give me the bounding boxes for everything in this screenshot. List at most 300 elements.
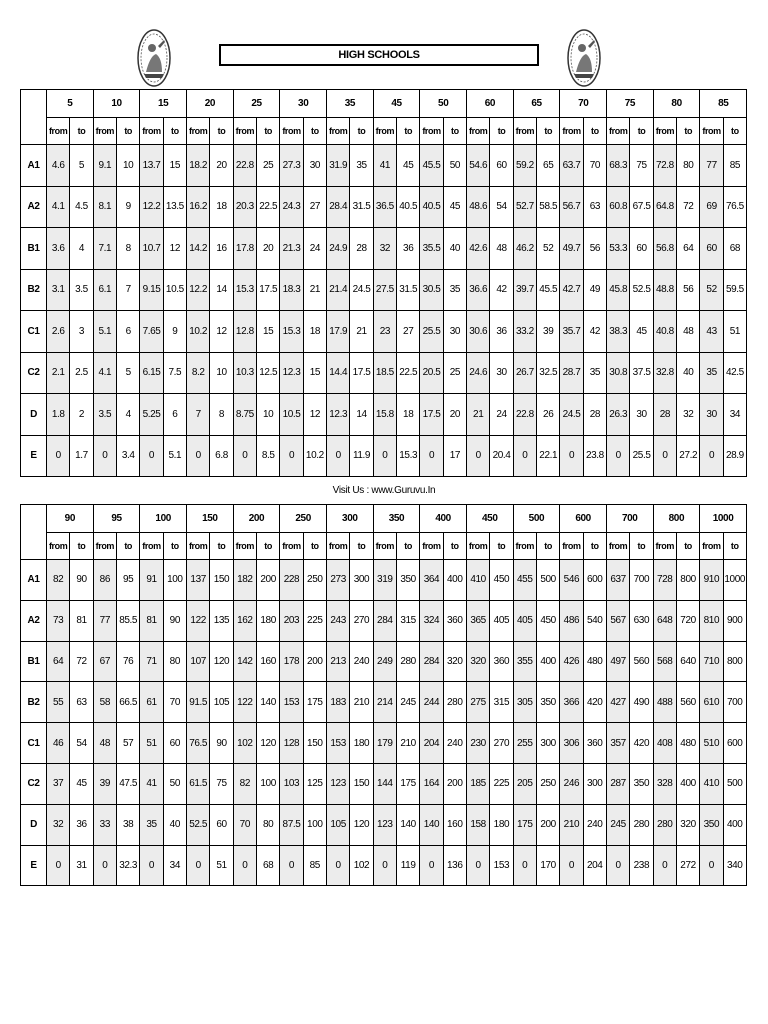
from-value-cell: 366 [560, 682, 583, 723]
from-value-cell: 162 [233, 600, 256, 641]
from-value-cell: 41 [373, 145, 396, 187]
max-marks-header: 400 [420, 505, 467, 533]
to-value-cell: 225 [490, 763, 513, 804]
to-value-cell: 31.5 [350, 186, 373, 228]
from-value-cell: 280 [653, 804, 676, 845]
from-value-cell: 284 [420, 641, 443, 682]
from-value-cell: 350 [700, 804, 723, 845]
to-value-cell: 80 [256, 804, 279, 845]
to-value-cell: 54 [70, 723, 93, 764]
table-row [21, 641, 747, 682]
from-value-cell: 21.4 [327, 269, 350, 311]
from-value-cell: 26.7 [513, 352, 536, 394]
from-value-cell: 0 [140, 845, 163, 886]
from-value-cell: 14.4 [327, 352, 350, 394]
max-marks-header: 70 [560, 90, 607, 118]
to-value-cell: 140 [396, 804, 419, 845]
grade-label: C2 [21, 763, 47, 804]
grade-label: C1 [21, 723, 47, 764]
from-value-cell: 64.8 [653, 186, 676, 228]
to-value-cell: 350 [536, 682, 559, 723]
from-value-cell: 0 [47, 845, 70, 886]
from-value-cell: 0 [93, 435, 116, 477]
from-value-cell: 73 [47, 600, 70, 641]
to-value-cell: 500 [723, 763, 746, 804]
to-value-cell: 85 [303, 845, 326, 886]
to-value-cell: 45 [630, 311, 653, 353]
from-value-cell: 17.5 [420, 394, 443, 436]
to-value-cell: 52.5 [630, 269, 653, 311]
from-value-cell: 10.2 [187, 311, 210, 353]
to-value-cell: 21 [350, 311, 373, 353]
max-marks-header: 150 [187, 505, 234, 533]
to-value-cell: 17.5 [350, 352, 373, 394]
table-row [21, 145, 747, 187]
from-value-cell: 81 [140, 600, 163, 641]
from-value-cell: 10.7 [140, 228, 163, 270]
table-row [21, 394, 747, 436]
from-value-cell: 175 [513, 804, 536, 845]
to-value-cell: 47.5 [117, 763, 140, 804]
to-value-cell: 40 [163, 804, 186, 845]
to-label: to [256, 533, 279, 560]
grade-label: E [21, 435, 47, 477]
to-label: to [537, 118, 560, 145]
from-value-cell: 71 [140, 641, 163, 682]
to-value-cell: 210 [350, 682, 373, 723]
from-label: from [327, 118, 350, 145]
to-value-cell: 4 [70, 228, 93, 270]
to-value-cell: 400 [676, 763, 699, 804]
from-value-cell: 20.5 [420, 352, 443, 394]
table-row [21, 269, 747, 311]
from-value-cell: 24.5 [560, 394, 583, 436]
from-value-cell: 284 [373, 600, 396, 641]
to-value-cell: 80 [677, 145, 700, 187]
to-value-cell: 60 [163, 723, 186, 764]
from-value-cell: 12.2 [140, 186, 163, 228]
to-value-cell: 280 [630, 804, 653, 845]
max-marks-header: 45 [373, 90, 420, 118]
from-label: from [653, 118, 676, 145]
max-marks-header: 350 [373, 505, 420, 533]
from-label: from [420, 118, 443, 145]
from-value-cell: 64 [47, 641, 70, 682]
to-value-cell: 90 [210, 723, 233, 764]
grade-label: B1 [21, 641, 47, 682]
from-value-cell: 35 [140, 804, 163, 845]
max-marks-header: 1000 [700, 505, 747, 533]
to-value-cell: 540 [583, 600, 606, 641]
table-row [21, 723, 747, 764]
from-value-cell: 48 [93, 723, 116, 764]
to-label: to [163, 118, 186, 145]
from-value-cell: 12.8 [233, 311, 256, 353]
to-value-cell: 59.5 [723, 269, 746, 311]
from-value-cell: 0 [700, 435, 723, 477]
from-value-cell: 210 [560, 804, 583, 845]
from-value-cell: 568 [653, 641, 676, 682]
from-value-cell: 7 [187, 394, 210, 436]
to-label: to [163, 533, 186, 560]
to-value-cell: 630 [630, 600, 653, 641]
from-value-cell: 357 [606, 723, 629, 764]
to-value-cell: 250 [303, 560, 326, 601]
to-label: to [490, 118, 513, 145]
max-marks-header: 800 [653, 505, 700, 533]
from-value-cell: 70 [233, 804, 256, 845]
from-value-cell: 0 [140, 435, 163, 477]
table-row [21, 560, 747, 601]
to-label: to [583, 118, 606, 145]
from-value-cell: 306 [560, 723, 583, 764]
from-value-cell: 0 [606, 845, 629, 886]
from-value-cell: 37 [47, 763, 70, 804]
to-value-cell: 20 [210, 145, 233, 187]
from-value-cell: 1.8 [47, 394, 70, 436]
corner-cell [21, 90, 47, 145]
to-value-cell: 175 [396, 763, 419, 804]
to-value-cell: 56 [677, 269, 700, 311]
from-value-cell: 56.7 [560, 186, 583, 228]
from-value-cell: 28.7 [560, 352, 583, 394]
to-value-cell: 12 [303, 394, 326, 436]
to-value-cell: 76 [117, 641, 140, 682]
from-label: from [326, 533, 349, 560]
to-label: to [536, 533, 559, 560]
to-value-cell: 14 [350, 394, 373, 436]
from-value-cell: 137 [187, 560, 210, 601]
from-value-cell: 33 [93, 804, 116, 845]
to-value-cell: 60 [490, 145, 513, 187]
to-value-cell: 9 [117, 186, 140, 228]
from-value-cell: 365 [466, 600, 489, 641]
to-value-cell: 54 [490, 186, 513, 228]
from-value-cell: 0 [560, 435, 583, 477]
to-value-cell: 36 [397, 228, 420, 270]
from-value-cell: 14.2 [187, 228, 210, 270]
max-marks-header: 95 [93, 505, 140, 533]
from-value-cell: 36.5 [373, 186, 396, 228]
from-label: from [373, 118, 396, 145]
from-value-cell: 9.1 [93, 145, 116, 187]
from-value-cell: 61 [140, 682, 163, 723]
to-value-cell: 34 [723, 394, 746, 436]
from-value-cell: 0 [560, 845, 583, 886]
to-value-cell: 600 [583, 560, 606, 601]
to-label: to [70, 118, 93, 145]
to-value-cell: 400 [443, 560, 466, 601]
grade-label: D [21, 394, 47, 436]
to-label: to [677, 118, 700, 145]
from-value-cell: 0 [326, 845, 349, 886]
to-value-cell: 350 [630, 763, 653, 804]
from-value-cell: 0 [47, 435, 70, 477]
max-marks-header: 700 [606, 505, 653, 533]
from-value-cell: 203 [280, 600, 303, 641]
from-value-cell: 30 [700, 394, 723, 436]
from-value-cell: 142 [233, 641, 256, 682]
to-value-cell: 10 [210, 352, 233, 394]
to-value-cell: 200 [443, 763, 466, 804]
to-value-cell: 37.5 [630, 352, 653, 394]
grade-label: B1 [21, 228, 47, 270]
to-value-cell: 56 [583, 228, 606, 270]
max-marks-header: 300 [326, 505, 373, 533]
grade-label: A1 [21, 560, 47, 601]
to-value-cell: 28.9 [723, 435, 746, 477]
to-value-cell: 30 [630, 394, 653, 436]
from-value-cell: 158 [466, 804, 489, 845]
to-label: to [443, 118, 466, 145]
to-label: to [303, 533, 326, 560]
to-value-cell: 52 [537, 228, 560, 270]
from-value-cell: 20.3 [233, 186, 256, 228]
to-value-cell: 36 [490, 311, 513, 353]
to-value-cell: 500 [536, 560, 559, 601]
to-value-cell: 14 [210, 269, 233, 311]
from-value-cell: 328 [653, 763, 676, 804]
from-value-cell: 0 [466, 845, 489, 886]
from-value-cell: 82 [233, 763, 256, 804]
from-value-cell: 0 [233, 435, 256, 477]
from-value-cell: 15.3 [280, 311, 303, 353]
from-value-cell: 546 [560, 560, 583, 601]
from-value-cell: 7.65 [140, 311, 163, 353]
to-value-cell: 5 [70, 145, 93, 187]
from-value-cell: 140 [420, 804, 443, 845]
from-value-cell: 49.7 [560, 228, 583, 270]
from-value-cell: 55 [47, 682, 70, 723]
to-value-cell: 67.5 [630, 186, 653, 228]
to-value-cell: 50 [163, 763, 186, 804]
to-value-cell: 23.8 [583, 435, 606, 477]
from-value-cell: 497 [606, 641, 629, 682]
from-value-cell: 42.6 [467, 228, 490, 270]
from-value-cell: 77 [700, 145, 723, 187]
from-value-cell: 0 [233, 845, 256, 886]
to-value-cell: 7.5 [163, 352, 186, 394]
to-value-cell: 560 [676, 682, 699, 723]
from-label: from [467, 118, 490, 145]
visit-text: Visit Us : www.Guruvu.In [332, 485, 436, 496]
to-value-cell: 120 [210, 641, 233, 682]
to-value-cell: 63 [70, 682, 93, 723]
table-row [21, 228, 747, 270]
from-value-cell: 0 [93, 845, 116, 886]
to-value-cell: 70 [583, 145, 606, 187]
max-marks-header: 85 [700, 90, 747, 118]
max-marks-header: 30 [280, 90, 327, 118]
from-value-cell: 183 [326, 682, 349, 723]
from-value-cell: 69 [700, 186, 723, 228]
to-value-cell: 480 [583, 641, 606, 682]
to-label: to [723, 118, 746, 145]
from-value-cell: 68.3 [607, 145, 630, 187]
to-value-cell: 400 [536, 641, 559, 682]
from-value-cell: 0 [467, 435, 490, 477]
to-value-cell: 45.5 [537, 269, 560, 311]
from-value-cell: 486 [560, 600, 583, 641]
to-value-cell: 76.5 [723, 186, 746, 228]
from-value-cell: 24.3 [280, 186, 303, 228]
from-value-cell: 105 [326, 804, 349, 845]
to-value-cell: 42 [583, 311, 606, 353]
to-label: to [490, 533, 513, 560]
from-value-cell: 410 [466, 560, 489, 601]
max-marks-header: 60 [467, 90, 514, 118]
to-value-cell: 3 [70, 311, 93, 353]
from-value-cell: 36.6 [467, 269, 490, 311]
to-value-cell: 28 [350, 228, 373, 270]
to-value-cell: 140 [256, 682, 279, 723]
from-value-cell: 60.8 [607, 186, 630, 228]
to-value-cell: 15 [303, 352, 326, 394]
to-value-cell: 204 [583, 845, 606, 886]
to-value-cell: 10.2 [303, 435, 326, 477]
from-value-cell: 22.8 [233, 145, 256, 187]
from-label: from [700, 533, 723, 560]
max-marks-header: 25 [233, 90, 280, 118]
to-value-cell: 45 [397, 145, 420, 187]
to-value-cell: 28 [583, 394, 606, 436]
from-value-cell: 214 [373, 682, 396, 723]
to-value-cell: 450 [536, 600, 559, 641]
from-value-cell: 2.6 [47, 311, 70, 353]
to-value-cell: 135 [210, 600, 233, 641]
from-value-cell: 0 [373, 845, 396, 886]
grade-label: B2 [21, 269, 47, 311]
to-value-cell: 35 [443, 269, 466, 311]
from-value-cell: 33.2 [513, 311, 536, 353]
grade-label: A2 [21, 600, 47, 641]
from-to-header-row [21, 533, 747, 560]
from-value-cell: 4.1 [47, 186, 70, 228]
from-value-cell: 455 [513, 560, 536, 601]
from-value-cell: 123 [373, 804, 396, 845]
from-value-cell: 107 [187, 641, 210, 682]
to-value-cell: 8 [210, 394, 233, 436]
from-label: from [280, 118, 303, 145]
to-value-cell: 30 [443, 311, 466, 353]
from-value-cell: 32 [373, 228, 396, 270]
to-value-cell: 250 [536, 763, 559, 804]
from-value-cell: 0 [420, 435, 443, 477]
from-value-cell: 48.6 [467, 186, 490, 228]
from-value-cell: 52 [700, 269, 723, 311]
to-value-cell: 119 [396, 845, 419, 886]
from-value-cell: 123 [326, 763, 349, 804]
to-value-cell: 49 [583, 269, 606, 311]
from-value-cell: 51 [140, 723, 163, 764]
to-value-cell: 6 [117, 311, 140, 353]
to-value-cell: 300 [350, 560, 373, 601]
to-value-cell: 34 [163, 845, 186, 886]
from-value-cell: 0 [327, 435, 350, 477]
to-value-cell: 240 [350, 641, 373, 682]
to-value-cell: 120 [350, 804, 373, 845]
from-value-cell: 228 [280, 560, 303, 601]
from-value-cell: 355 [513, 641, 536, 682]
to-value-cell: 150 [303, 723, 326, 764]
from-value-cell: 76.5 [187, 723, 210, 764]
from-value-cell: 39 [93, 763, 116, 804]
to-value-cell: 300 [536, 723, 559, 764]
to-value-cell: 720 [676, 600, 699, 641]
to-value-cell: 75 [210, 763, 233, 804]
max-marks-header: 500 [513, 505, 560, 533]
max-marks-header: 10 [93, 90, 140, 118]
to-value-cell: 40.5 [397, 186, 420, 228]
table-row [21, 352, 747, 394]
from-value-cell: 27.5 [373, 269, 396, 311]
from-label: from [513, 533, 536, 560]
table-row [21, 311, 747, 353]
to-value-cell: 400 [723, 804, 746, 845]
to-value-cell: 180 [490, 804, 513, 845]
to-value-cell: 35 [583, 352, 606, 394]
to-value-cell: 20 [257, 228, 280, 270]
to-value-cell: 38 [117, 804, 140, 845]
from-value-cell: 17.8 [233, 228, 256, 270]
grade-label: B2 [21, 682, 47, 723]
from-value-cell: 24.9 [327, 228, 350, 270]
to-value-cell: 180 [256, 600, 279, 641]
to-value-cell: 8.5 [257, 435, 280, 477]
to-value-cell: 800 [676, 560, 699, 601]
to-label: to [350, 533, 373, 560]
from-value-cell: 364 [420, 560, 443, 601]
to-value-cell: 700 [630, 560, 653, 601]
from-value-cell: 46 [47, 723, 70, 764]
from-value-cell: 0 [187, 435, 210, 477]
from-value-cell: 26.3 [607, 394, 630, 436]
from-value-cell: 0 [607, 435, 630, 477]
from-value-cell: 45.5 [420, 145, 443, 187]
max-marks-header: 5 [47, 90, 94, 118]
from-value-cell: 0 [280, 845, 303, 886]
from-value-cell: 18.3 [280, 269, 303, 311]
to-value-cell: 20.4 [490, 435, 513, 477]
from-value-cell: 8.75 [233, 394, 256, 436]
to-value-cell: 15 [163, 145, 186, 187]
to-label: to [117, 118, 140, 145]
to-value-cell: 65 [537, 145, 560, 187]
to-value-cell: 100 [303, 804, 326, 845]
from-value-cell: 30.6 [467, 311, 490, 353]
from-value-cell: 45.8 [607, 269, 630, 311]
to-value-cell: 350 [396, 560, 419, 601]
to-value-cell: 72 [70, 641, 93, 682]
from-label: from [140, 533, 163, 560]
from-label: from [700, 118, 723, 145]
from-label: from [140, 118, 163, 145]
to-value-cell: 95 [117, 560, 140, 601]
from-value-cell: 637 [606, 560, 629, 601]
to-value-cell: 70 [163, 682, 186, 723]
grade-table-upper [20, 89, 747, 477]
to-value-cell: 18 [210, 186, 233, 228]
to-label: to [210, 118, 233, 145]
to-value-cell: 10.5 [163, 269, 186, 311]
grade-table-lower [20, 504, 747, 886]
to-value-cell: 85.5 [117, 600, 140, 641]
from-value-cell: 22.8 [513, 394, 536, 436]
from-value-cell: 230 [466, 723, 489, 764]
from-value-cell: 243 [326, 600, 349, 641]
to-label: to [397, 118, 420, 145]
to-value-cell: 200 [256, 560, 279, 601]
